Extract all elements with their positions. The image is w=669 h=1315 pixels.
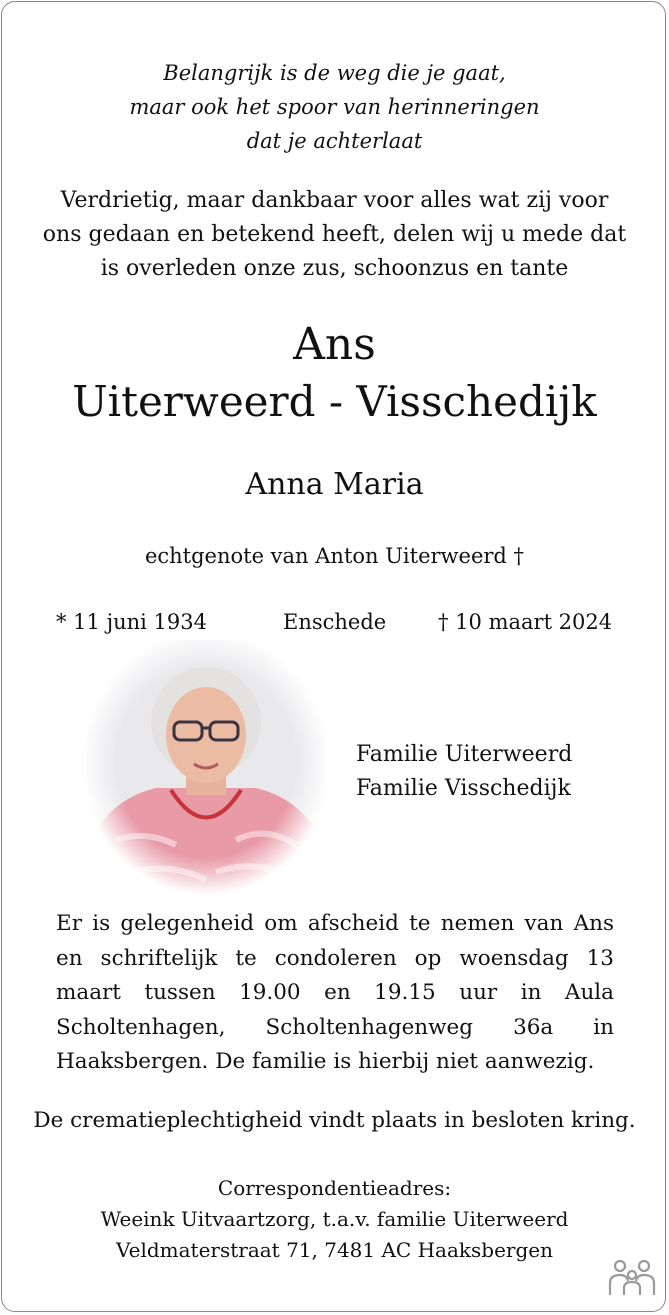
family-names — [356, 738, 572, 806]
death-date: † 10 maart 2024 — [438, 610, 613, 634]
intro-line: is overleden onze zus, schoonzus en tante — [100, 256, 569, 281]
intro-text — [0, 184, 669, 286]
cremation-text: De crematieplechtigheid vindt plaats in besloten kring. — [33, 1108, 636, 1133]
address-label: Correspondentieadres: — [217, 1176, 452, 1200]
poem — [0, 56, 669, 158]
poem-line: Belangrijk is de weg die je gaat, — [163, 61, 506, 85]
address-line: Veldmaterstraat 71, 7481 AC Haaksbergen — [116, 1238, 553, 1262]
poem-line: dat je achterlaat — [246, 129, 423, 153]
farewell-text: Er is gelegenheid om afscheid te nemen van Ans en schriftelijk te condoleren op woensdag 13 maart tussen 19.00 en 19.15 uur in Aula Scholtenhagen, Scholtenhagenweg 36a in Haaksbergen. De familie is hierbij niet aanwezig. — [56, 911, 614, 1074]
address-line: Weeink Uitvaartzorg, t.a.v. familie Uiterweerd — [100, 1207, 569, 1231]
first-name: Ans — [293, 319, 376, 370]
intro-line: ons gedaan en betekend heeft, delen wij u mede dat — [42, 222, 627, 247]
spouse-line: echtgenote van Anton Uiterweerd † — [144, 544, 525, 568]
poem-line: maar ook het spoor van herinneringen — [129, 95, 540, 119]
portrait-photo — [86, 640, 326, 895]
family-logo-icon — [607, 1257, 657, 1297]
given-names: Anna Maria — [245, 467, 424, 502]
correspondence-address — [0, 1173, 669, 1266]
intro-line: Verdrietig, maar dankbaar voor alles wat zij voor — [60, 188, 609, 213]
place: Enschede — [283, 610, 387, 634]
full-name: Uiterweerd - Visschedijk — [72, 377, 597, 426]
birth-date: * 11 juni 1934 — [56, 610, 207, 634]
family-line: Familie Visschedijk — [356, 776, 571, 801]
family-line: Familie Uiterweerd — [356, 742, 573, 767]
